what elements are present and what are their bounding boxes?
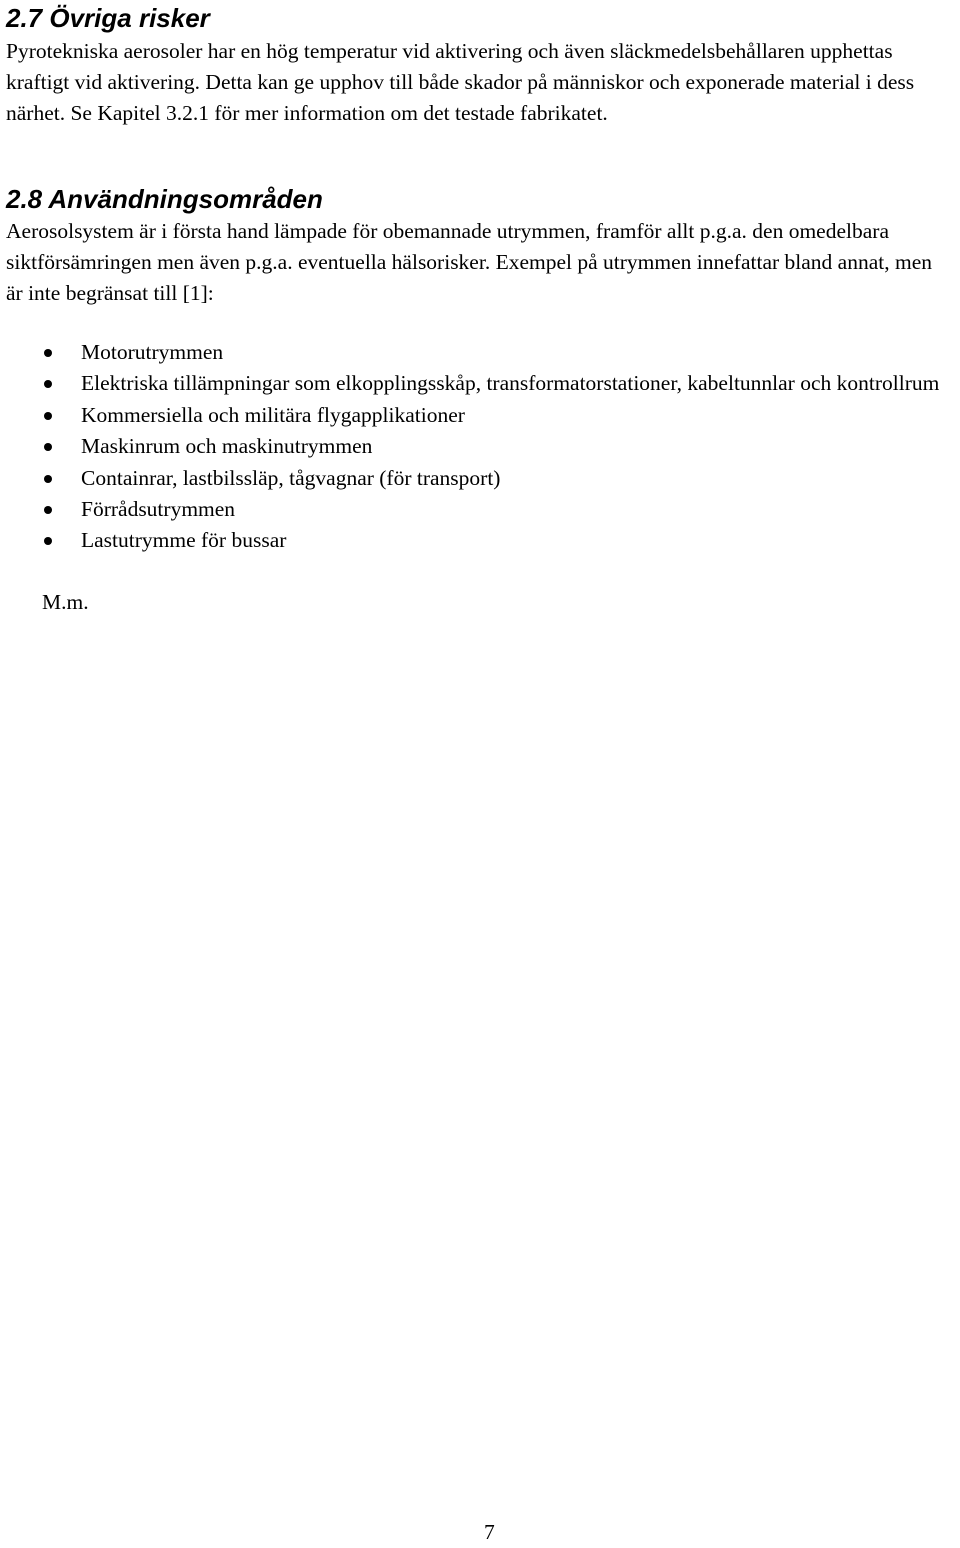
usage-areas-list <box>6 337 954 557</box>
list-item <box>6 494 954 525</box>
list-item-text: Förrådsutrymmen <box>81 497 236 522</box>
list-item <box>6 400 954 431</box>
list-item <box>6 463 954 494</box>
list-item-text: Containrar, lastbilssläp, tågvagnar (för transport) <box>81 465 501 490</box>
list-item <box>6 431 954 462</box>
section-paragraph-2-7: Pyrotekniska aerosoler har en hög temperatur vid aktivering och även släckmedelsbehållaren upphettas kraftigt vid aktivering. Detta kan ge upphov till både skador på människor och exponerade material i dess närhet. Se Kapitel 3.2.1 för mer information om det testade fabrikatet. <box>6 39 915 125</box>
closing-text: M.m. <box>42 590 89 614</box>
bullet-icon <box>44 475 52 483</box>
section-heading-2-7: 2.7 Övriga risker <box>6 3 210 33</box>
section-heading-2-8: 2.8 Användningsområden <box>6 184 323 214</box>
list-item <box>6 368 954 399</box>
bullet-icon <box>44 380 52 388</box>
bullet-icon <box>44 443 52 451</box>
list-item-text: Maskinrum och maskinutrymmen <box>81 434 373 459</box>
list-item <box>6 525 954 556</box>
bullet-icon <box>44 412 52 420</box>
section-paragraph-2-8: Aerosolsystem är i första hand lämpade för obemannade utrymmen, framför allt p.g.a. den omedelbara siktförsämringen men även p.g.a. eventuella hälsorisker. Exempel på utrymmen innefattar bland annat, men är inte begränsat till [1]: <box>6 219 932 305</box>
list-item <box>6 337 954 368</box>
bullet-icon <box>44 349 52 357</box>
page-number: 7 <box>484 1520 495 1544</box>
bullet-icon <box>44 537 52 545</box>
list-item-text: Motorutrymmen <box>81 340 224 364</box>
list-item-text: Kommersiella och militära flygapplikationer <box>81 402 465 427</box>
bullet-icon <box>44 506 52 514</box>
list-item-text: Elektriska tillämpningar som elkopplingsskåp, transformatorstationer, kabeltunnlar och kontrollrum <box>81 371 940 396</box>
list-item-text: Lastutrymme för bussar <box>81 528 287 553</box>
